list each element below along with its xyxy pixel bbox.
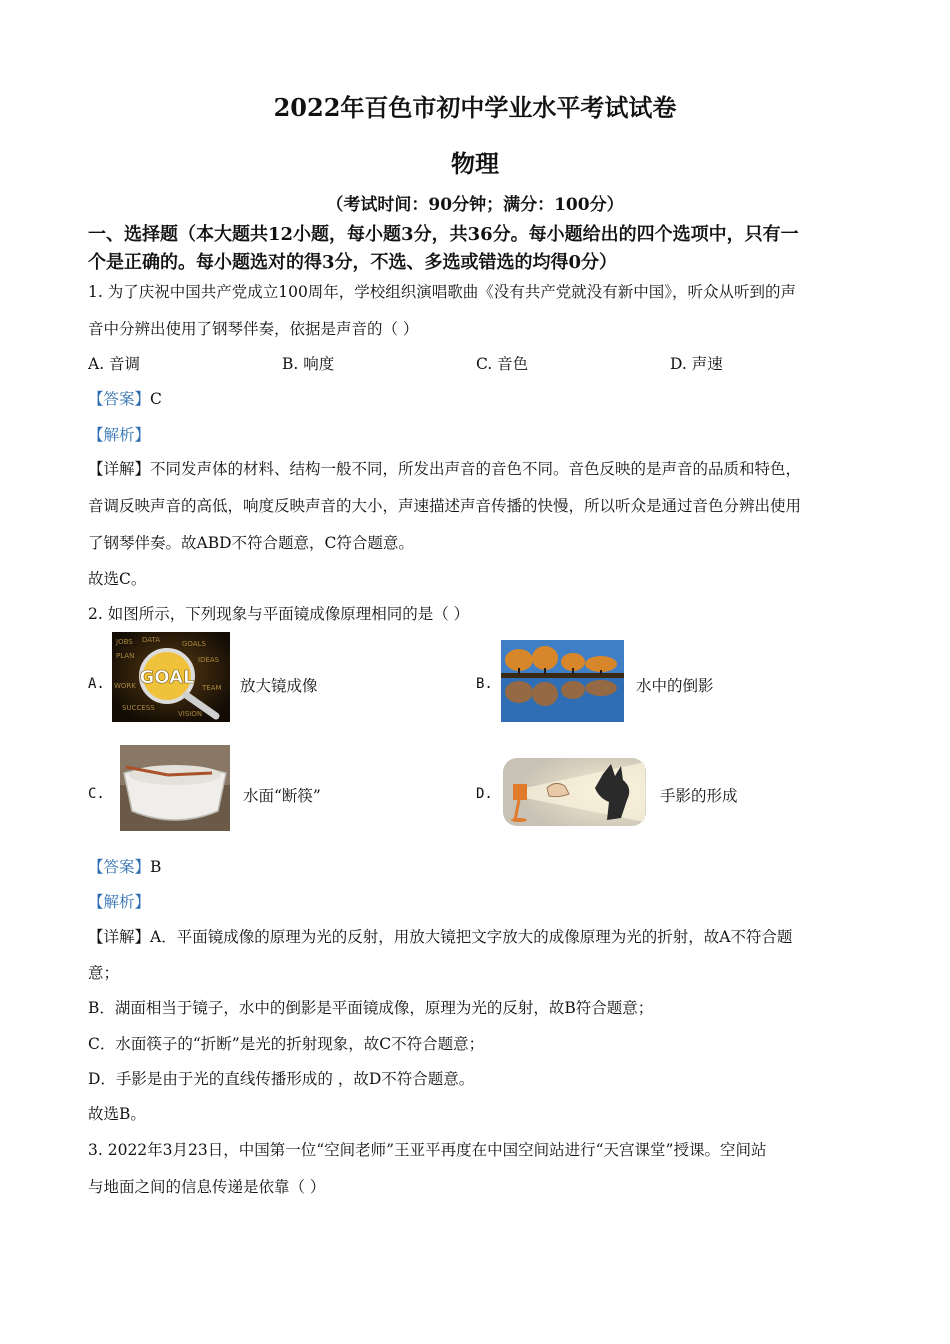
q3-stem-line1: 3. 2022年3月23日，中国第一位“空间老师”王亚平再度在中国空间站进行“天宫课堂”授课。空间站 xyxy=(88,1141,767,1159)
q1-detail-line3: 了钢琴伴奏。故ABD不符合题意，C符合题意。 xyxy=(88,534,414,552)
q1-answer xyxy=(88,387,162,409)
svg-text:SUCCESS: SUCCESS xyxy=(122,704,155,712)
lake-reflection-image xyxy=(501,640,624,722)
exam-time-info: （考试时间：90分钟；满分：100分） xyxy=(326,195,624,215)
svg-text:GOALS: GOALS xyxy=(182,640,206,648)
q2-detail-d: D．手影是由于光的直线传播形成的 ，故D不符合题意。 xyxy=(88,1070,475,1088)
subject-heading: 物理 xyxy=(451,149,499,178)
section-heading-line1: 一、选择题（本大题共12小题，每小题3分，共36分。每小题给出的四个选项中，只有一 xyxy=(88,224,799,245)
magnifier-goal-image xyxy=(112,632,230,722)
detail-text: A．平面镜成像的原理为光的反射，用放大镜把文字放大的成像原理为光的折射，故A不符合题 xyxy=(150,928,793,946)
q1-option-b: B. 响度 xyxy=(282,355,335,373)
svg-text:JOBS: JOBS xyxy=(116,638,133,646)
answer-tag: 【答案】 xyxy=(88,390,151,408)
q2-detail-c: C．水面筷子的“折断”是光的折射现象，故C不符合题意； xyxy=(88,1035,485,1053)
q2-option-b-caption: 水中的倒影 xyxy=(636,677,714,695)
q2-detail-b: B．湖面相当于镜子，水中的倒影是平面镜成像，原理为光的反射，故B符合题意； xyxy=(88,999,654,1017)
q1-stem-line2: 音中分辨出使用了钢琴伴奏，依据是声音的（ ） xyxy=(88,320,419,338)
svg-text:VISION: VISION xyxy=(178,710,203,718)
q2-option-b-letter: B. xyxy=(476,676,493,692)
svg-text:WORK: WORK xyxy=(114,682,136,690)
answer-tag: 【答案】 xyxy=(88,858,151,876)
svg-text:TEAM: TEAM xyxy=(202,684,222,692)
bowl-chopstick-image xyxy=(120,745,230,831)
q2-option-c-caption: 水面“断筷” xyxy=(243,787,321,805)
shadow-illustration xyxy=(503,758,646,826)
q2-analysis-tag: 【解析】 xyxy=(88,893,151,911)
answer-value: C xyxy=(150,390,162,408)
q2-option-a-caption: 放大镜成像 xyxy=(240,677,318,695)
q2-detail-a-line2: 意； xyxy=(88,964,120,982)
svg-text:PLAN: PLAN xyxy=(116,652,135,660)
q1-option-a: A. 音调 xyxy=(88,355,141,373)
hand-shadow-image xyxy=(503,758,646,826)
q1-analysis-tag: 【解析】 xyxy=(88,426,151,444)
bowl-illustration xyxy=(120,745,230,831)
magnifier-illustration xyxy=(112,632,230,722)
detail-tag: 【详解】 xyxy=(88,460,151,478)
svg-text:IDEAS: IDEAS xyxy=(198,656,220,664)
svg-text:DATA: DATA xyxy=(142,636,161,644)
q1-detail-line2: 音调反映声音的高低，响度反映声音的大小，声速描述声音传播的快慢，所以听众是通过音色分辨出使用 xyxy=(88,497,802,515)
q1-option-c: C. 音色 xyxy=(476,355,529,373)
detail-text: 不同发声体的材料、结构一般不同，所发出声音的音色不同。音色反映的是声音的品质和特色， xyxy=(150,460,802,478)
q2-answer xyxy=(88,855,161,877)
q2-option-d-caption: 手影的形成 xyxy=(660,787,738,805)
detail-tag: 【详解】 xyxy=(88,928,151,946)
q1-stem-line1: 1. 为了庆祝中国共产党成立100周年，学校组织演唱歌曲《没有共产党就没有新中国》，听众从听到的声 xyxy=(88,283,797,301)
q2-stem: 2. 如图所示，下列现象与平面镜成像原理相同的是（ ） xyxy=(88,605,470,623)
answer-value: B xyxy=(150,858,162,876)
goal-word: GOAL xyxy=(139,667,195,688)
q1-conclusion: 故选C。 xyxy=(88,570,147,588)
exam-title: 2022年百色市初中学业水平考试试卷 xyxy=(273,93,677,122)
q2-option-a-letter: A. xyxy=(88,676,105,692)
q2-detail-a-line1 xyxy=(88,925,792,947)
q1-option-d: D. 声速 xyxy=(670,355,723,373)
section-heading-line2: 个是正确的。每小题选对的得3分，不选、多选或错选的均得0分） xyxy=(88,252,618,273)
q2-option-d-letter: D. xyxy=(476,786,493,802)
q1-detail-line1 xyxy=(88,457,801,479)
q3-stem-line2: 与地面之间的信息传递是依靠（ ） xyxy=(88,1178,326,1196)
q2-conclusion: 故选B。 xyxy=(88,1105,146,1123)
reflection-illustration xyxy=(501,640,624,722)
q2-option-c-letter: C. xyxy=(88,786,105,802)
